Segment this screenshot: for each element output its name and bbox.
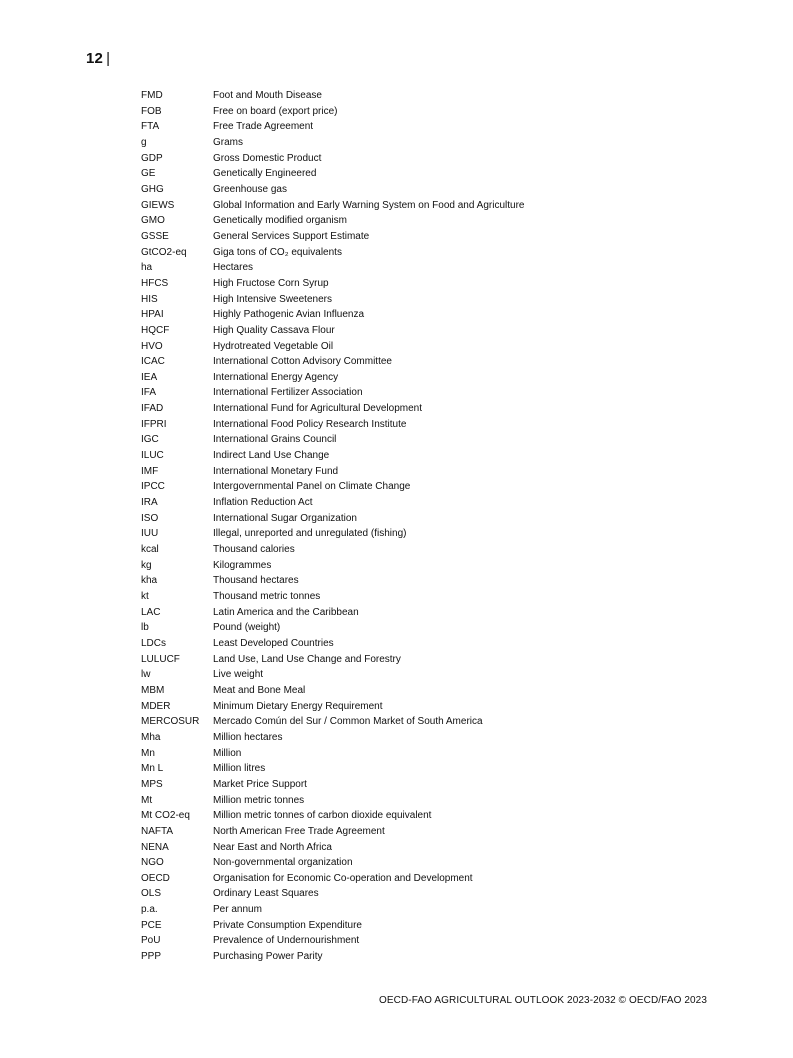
abbreviation-definition: High Intensive Sweeteners xyxy=(213,293,332,305)
abbreviation-term: GIEWS xyxy=(141,199,175,211)
abbreviation-definition: Highly Pathogenic Avian Influenza xyxy=(213,309,365,321)
abbreviation-term: FMD xyxy=(141,90,163,101)
abbreviation-definition: Million litres xyxy=(213,763,266,775)
abbreviation-term: IRA xyxy=(141,497,158,509)
abbreviation-term: HFCS xyxy=(141,277,169,289)
abbreviation-term: GMO xyxy=(141,215,165,227)
abbreviation-term: lw xyxy=(141,669,151,681)
abbreviation-term: HIS xyxy=(141,293,158,305)
abbreviation-term: GSSE xyxy=(141,230,169,242)
abbreviation-definition: Million hectares xyxy=(213,731,283,743)
abbreviation-definition: Free on board (export price) xyxy=(213,105,338,117)
abbreviation-term: IEA xyxy=(141,371,158,383)
abbreviation-definition: Foot and Mouth Disease xyxy=(213,90,322,101)
abbreviation-row xyxy=(141,417,701,433)
page-number xyxy=(86,50,110,67)
abbreviation-row xyxy=(141,495,701,511)
abbreviation-row xyxy=(141,558,701,574)
abbreviation-definition: Thousand metric tonnes xyxy=(213,591,321,602)
abbreviation-definition: Meat and Bone Meal xyxy=(213,684,306,696)
abbreviation-row xyxy=(141,260,701,276)
abbreviation-row xyxy=(141,354,701,370)
abbreviation-definition: Giga tons of CO₂ equivalents xyxy=(213,246,342,258)
abbreviation-definition: International Monetary Fund xyxy=(213,465,339,477)
abbreviation-definition: Minimum Dietary Energy Requirement xyxy=(213,700,383,712)
abbreviation-definition: Indirect Land Use Change xyxy=(213,450,330,462)
abbreviation-term: LAC xyxy=(141,606,161,618)
page-number-separator: | xyxy=(106,50,111,67)
abbreviation-term: g xyxy=(141,136,147,148)
abbreviation-row xyxy=(141,339,701,355)
abbreviation-term: kha xyxy=(141,575,158,587)
abbreviation-row xyxy=(141,793,701,809)
abbreviation-row xyxy=(141,573,701,589)
abbreviation-term: MBM xyxy=(141,684,165,696)
abbreviation-term: ILUC xyxy=(141,450,164,462)
abbreviation-definition: International Sugar Organization xyxy=(213,512,357,524)
abbreviation-definition: Hydrotreated Vegetable Oil xyxy=(213,340,334,352)
page-number-value: 12 xyxy=(86,50,104,67)
abbreviation-term: GE xyxy=(141,168,156,180)
abbreviation-term: FOB xyxy=(141,105,162,117)
abbreviation-row xyxy=(141,166,701,182)
abbreviation-definition: Thousand hectares xyxy=(213,575,299,587)
abbreviation-row xyxy=(141,589,701,605)
abbreviation-term: kg xyxy=(141,559,152,571)
abbreviation-term: IPCC xyxy=(141,481,165,493)
abbreviation-row xyxy=(141,730,701,746)
abbreviation-term: NGO xyxy=(141,857,164,869)
abbreviation-term: IMF xyxy=(141,465,159,477)
abbreviation-definition: High Fructose Corn Syrup xyxy=(213,277,329,289)
abbreviation-definition: North American Free Trade Agreement xyxy=(213,825,385,837)
abbreviation-row xyxy=(141,840,701,856)
abbreviation-definition: Million metric tonnes of carbon dioxide equivalent xyxy=(213,810,432,822)
abbreviation-definition: Million xyxy=(213,747,242,759)
abbreviation-definition: Least Developed Countries xyxy=(213,637,334,649)
abbreviation-definition: Mercado Común del Sur / Common Market of South America xyxy=(213,716,483,728)
abbreviation-term: IFAD xyxy=(141,403,164,415)
abbreviation-row xyxy=(141,636,701,652)
abbreviation-term: IFA xyxy=(141,387,157,399)
abbreviation-term: PoU xyxy=(141,935,161,947)
abbreviation-row xyxy=(141,526,701,542)
abbreviation-row xyxy=(141,824,701,840)
abbreviation-definition: Genetically modified organism xyxy=(213,215,347,227)
abbreviation-row xyxy=(141,432,701,448)
abbreviation-row xyxy=(141,104,701,120)
abbreviation-term: MERCOSUR xyxy=(141,716,200,728)
abbreviation-row xyxy=(141,479,701,495)
abbreviation-term: p.a. xyxy=(141,904,158,916)
abbreviation-definition: Free Trade Agreement xyxy=(213,121,314,133)
abbreviation-term: ISO xyxy=(141,512,159,524)
abbreviation-row xyxy=(141,119,701,135)
abbreviation-definition: Inflation Reduction Act xyxy=(213,497,313,509)
abbreviation-term: MDER xyxy=(141,700,171,712)
abbreviation-definition: Purchasing Power Parity xyxy=(213,951,323,963)
abbreviation-row xyxy=(141,213,701,229)
abbreviation-definition: International Fund for Agricultural Development xyxy=(213,403,423,415)
abbreviation-term: GHG xyxy=(141,183,164,195)
abbreviation-row xyxy=(141,871,701,887)
abbreviation-row xyxy=(141,401,701,417)
abbreviation-term: NENA xyxy=(141,841,169,853)
abbreviation-term: kcal xyxy=(141,544,159,556)
abbreviation-row xyxy=(141,949,701,965)
abbreviation-term: PCE xyxy=(141,919,162,931)
abbreviation-definition: High Quality Cassava Flour xyxy=(213,324,335,336)
abbreviation-definition: Million metric tonnes xyxy=(213,794,305,806)
abbreviation-term: Mn L xyxy=(141,763,164,775)
abbreviation-definition: Land Use, Land Use Change and Forestry xyxy=(213,653,401,665)
abbreviation-row xyxy=(141,323,701,339)
abbreviation-term: Mha xyxy=(141,731,161,743)
abbreviation-definition: Genetically Engineered xyxy=(213,168,317,180)
abbreviation-term: IFPRI xyxy=(141,418,167,430)
abbreviation-term: LDCs xyxy=(141,637,167,649)
abbreviation-definition: International Energy Agency xyxy=(213,371,339,383)
abbreviation-term: NAFTA xyxy=(141,825,174,837)
abbreviation-definition: Thousand calories xyxy=(213,544,295,556)
abbreviation-definition: International Cotton Advisory Committee xyxy=(213,356,392,368)
abbreviation-row xyxy=(141,886,701,902)
abbreviation-term: OLS xyxy=(141,888,162,900)
page-footer: OECD-FAO AGRICULTURAL OUTLOOK 2023-2032 © OECD/FAO 2023 xyxy=(379,995,707,1006)
abbreviation-definition: Illegal, unreported and unregulated (fishing) xyxy=(213,528,407,540)
abbreviation-row xyxy=(141,652,701,668)
abbreviation-definition: Kilogrammes xyxy=(213,559,272,571)
abbreviation-definition: Global Information and Early Warning System on Food and Agriculture xyxy=(213,199,525,211)
abbreviation-definition: International Fertilizer Association xyxy=(213,387,363,399)
abbreviation-term: Mn xyxy=(141,747,155,759)
abbreviation-term: lb xyxy=(141,622,149,634)
abbreviation-definition: Prevalence of Undernourishment xyxy=(213,935,360,947)
abbreviation-definition: Pound (weight) xyxy=(213,622,281,634)
abbreviation-row xyxy=(141,933,701,949)
abbreviation-row xyxy=(141,385,701,401)
abbreviations-list xyxy=(141,88,701,965)
abbreviation-term: IUU xyxy=(141,528,159,540)
abbreviation-definition: Market Price Support xyxy=(213,778,307,790)
abbreviation-row xyxy=(141,605,701,621)
abbreviation-term: ICAC xyxy=(141,356,165,368)
abbreviation-definition: General Services Support Estimate xyxy=(213,230,370,242)
abbreviation-term: kt xyxy=(141,591,149,602)
abbreviation-term: MPS xyxy=(141,778,163,790)
abbreviation-row xyxy=(141,902,701,918)
abbreviation-definition: Greenhouse gas xyxy=(213,183,287,195)
abbreviation-row xyxy=(141,714,701,730)
abbreviation-row xyxy=(141,511,701,527)
abbreviation-row xyxy=(141,542,701,558)
abbreviation-row xyxy=(141,245,701,261)
abbreviation-row xyxy=(141,777,701,793)
abbreviation-term: LULUCF xyxy=(141,653,180,665)
abbreviation-term: PPP xyxy=(141,951,162,963)
abbreviation-term: HPAI xyxy=(141,309,164,321)
abbreviation-row xyxy=(141,182,701,198)
abbreviation-row xyxy=(141,448,701,464)
abbreviation-term: GDP xyxy=(141,152,163,164)
abbreviation-term: FTA xyxy=(141,121,160,133)
abbreviation-definition: Private Consumption Expenditure xyxy=(213,919,362,931)
abbreviation-row xyxy=(141,151,701,167)
abbreviation-row xyxy=(141,88,701,104)
abbreviation-definition: Organisation for Economic Co-operation and Development xyxy=(213,872,473,884)
abbreviation-row xyxy=(141,292,701,308)
abbreviation-row xyxy=(141,307,701,323)
abbreviation-row xyxy=(141,464,701,480)
abbreviation-row xyxy=(141,855,701,871)
abbreviation-definition: Ordinary Least Squares xyxy=(213,888,319,900)
abbreviation-definition: Gross Domestic Product xyxy=(213,152,322,164)
abbreviation-term: ha xyxy=(141,262,153,274)
abbreviation-definition: Intergovernmental Panel on Climate Change xyxy=(213,481,411,493)
abbreviation-row xyxy=(141,229,701,245)
abbreviation-row xyxy=(141,667,701,683)
abbreviation-term: HVO xyxy=(141,340,163,352)
abbreviation-term: IGC xyxy=(141,434,159,446)
abbreviation-row xyxy=(141,746,701,762)
abbreviation-definition: Hectares xyxy=(213,262,254,274)
abbreviation-row xyxy=(141,761,701,777)
abbreviation-row xyxy=(141,276,701,292)
abbreviation-definition: Grams xyxy=(213,136,243,148)
abbreviation-term: OECD xyxy=(141,872,170,884)
abbreviation-term: HQCF xyxy=(141,324,170,336)
abbreviation-definition: International Grains Council xyxy=(213,434,337,446)
abbreviation-row xyxy=(141,918,701,934)
abbreviation-row xyxy=(141,135,701,151)
abbreviation-row xyxy=(141,620,701,636)
abbreviation-term: Mt xyxy=(141,794,153,806)
abbreviation-definition: Per annum xyxy=(213,904,262,916)
abbreviation-term: Mt CO2-eq xyxy=(141,810,190,822)
abbreviation-definition: Latin America and the Caribbean xyxy=(213,606,359,618)
abbreviation-row xyxy=(141,808,701,824)
abbreviation-definition: Non-governmental organization xyxy=(213,857,353,869)
abbreviation-definition: International Food Policy Research Institute xyxy=(213,418,407,430)
abbreviation-term: GtCO2-eq xyxy=(141,246,187,258)
abbreviation-row xyxy=(141,198,701,214)
abbreviation-definition: Near East and North Africa xyxy=(213,841,332,853)
abbreviation-row xyxy=(141,370,701,386)
abbreviation-row xyxy=(141,699,701,715)
abbreviation-definition: Live weight xyxy=(213,669,264,681)
abbreviation-row xyxy=(141,683,701,699)
